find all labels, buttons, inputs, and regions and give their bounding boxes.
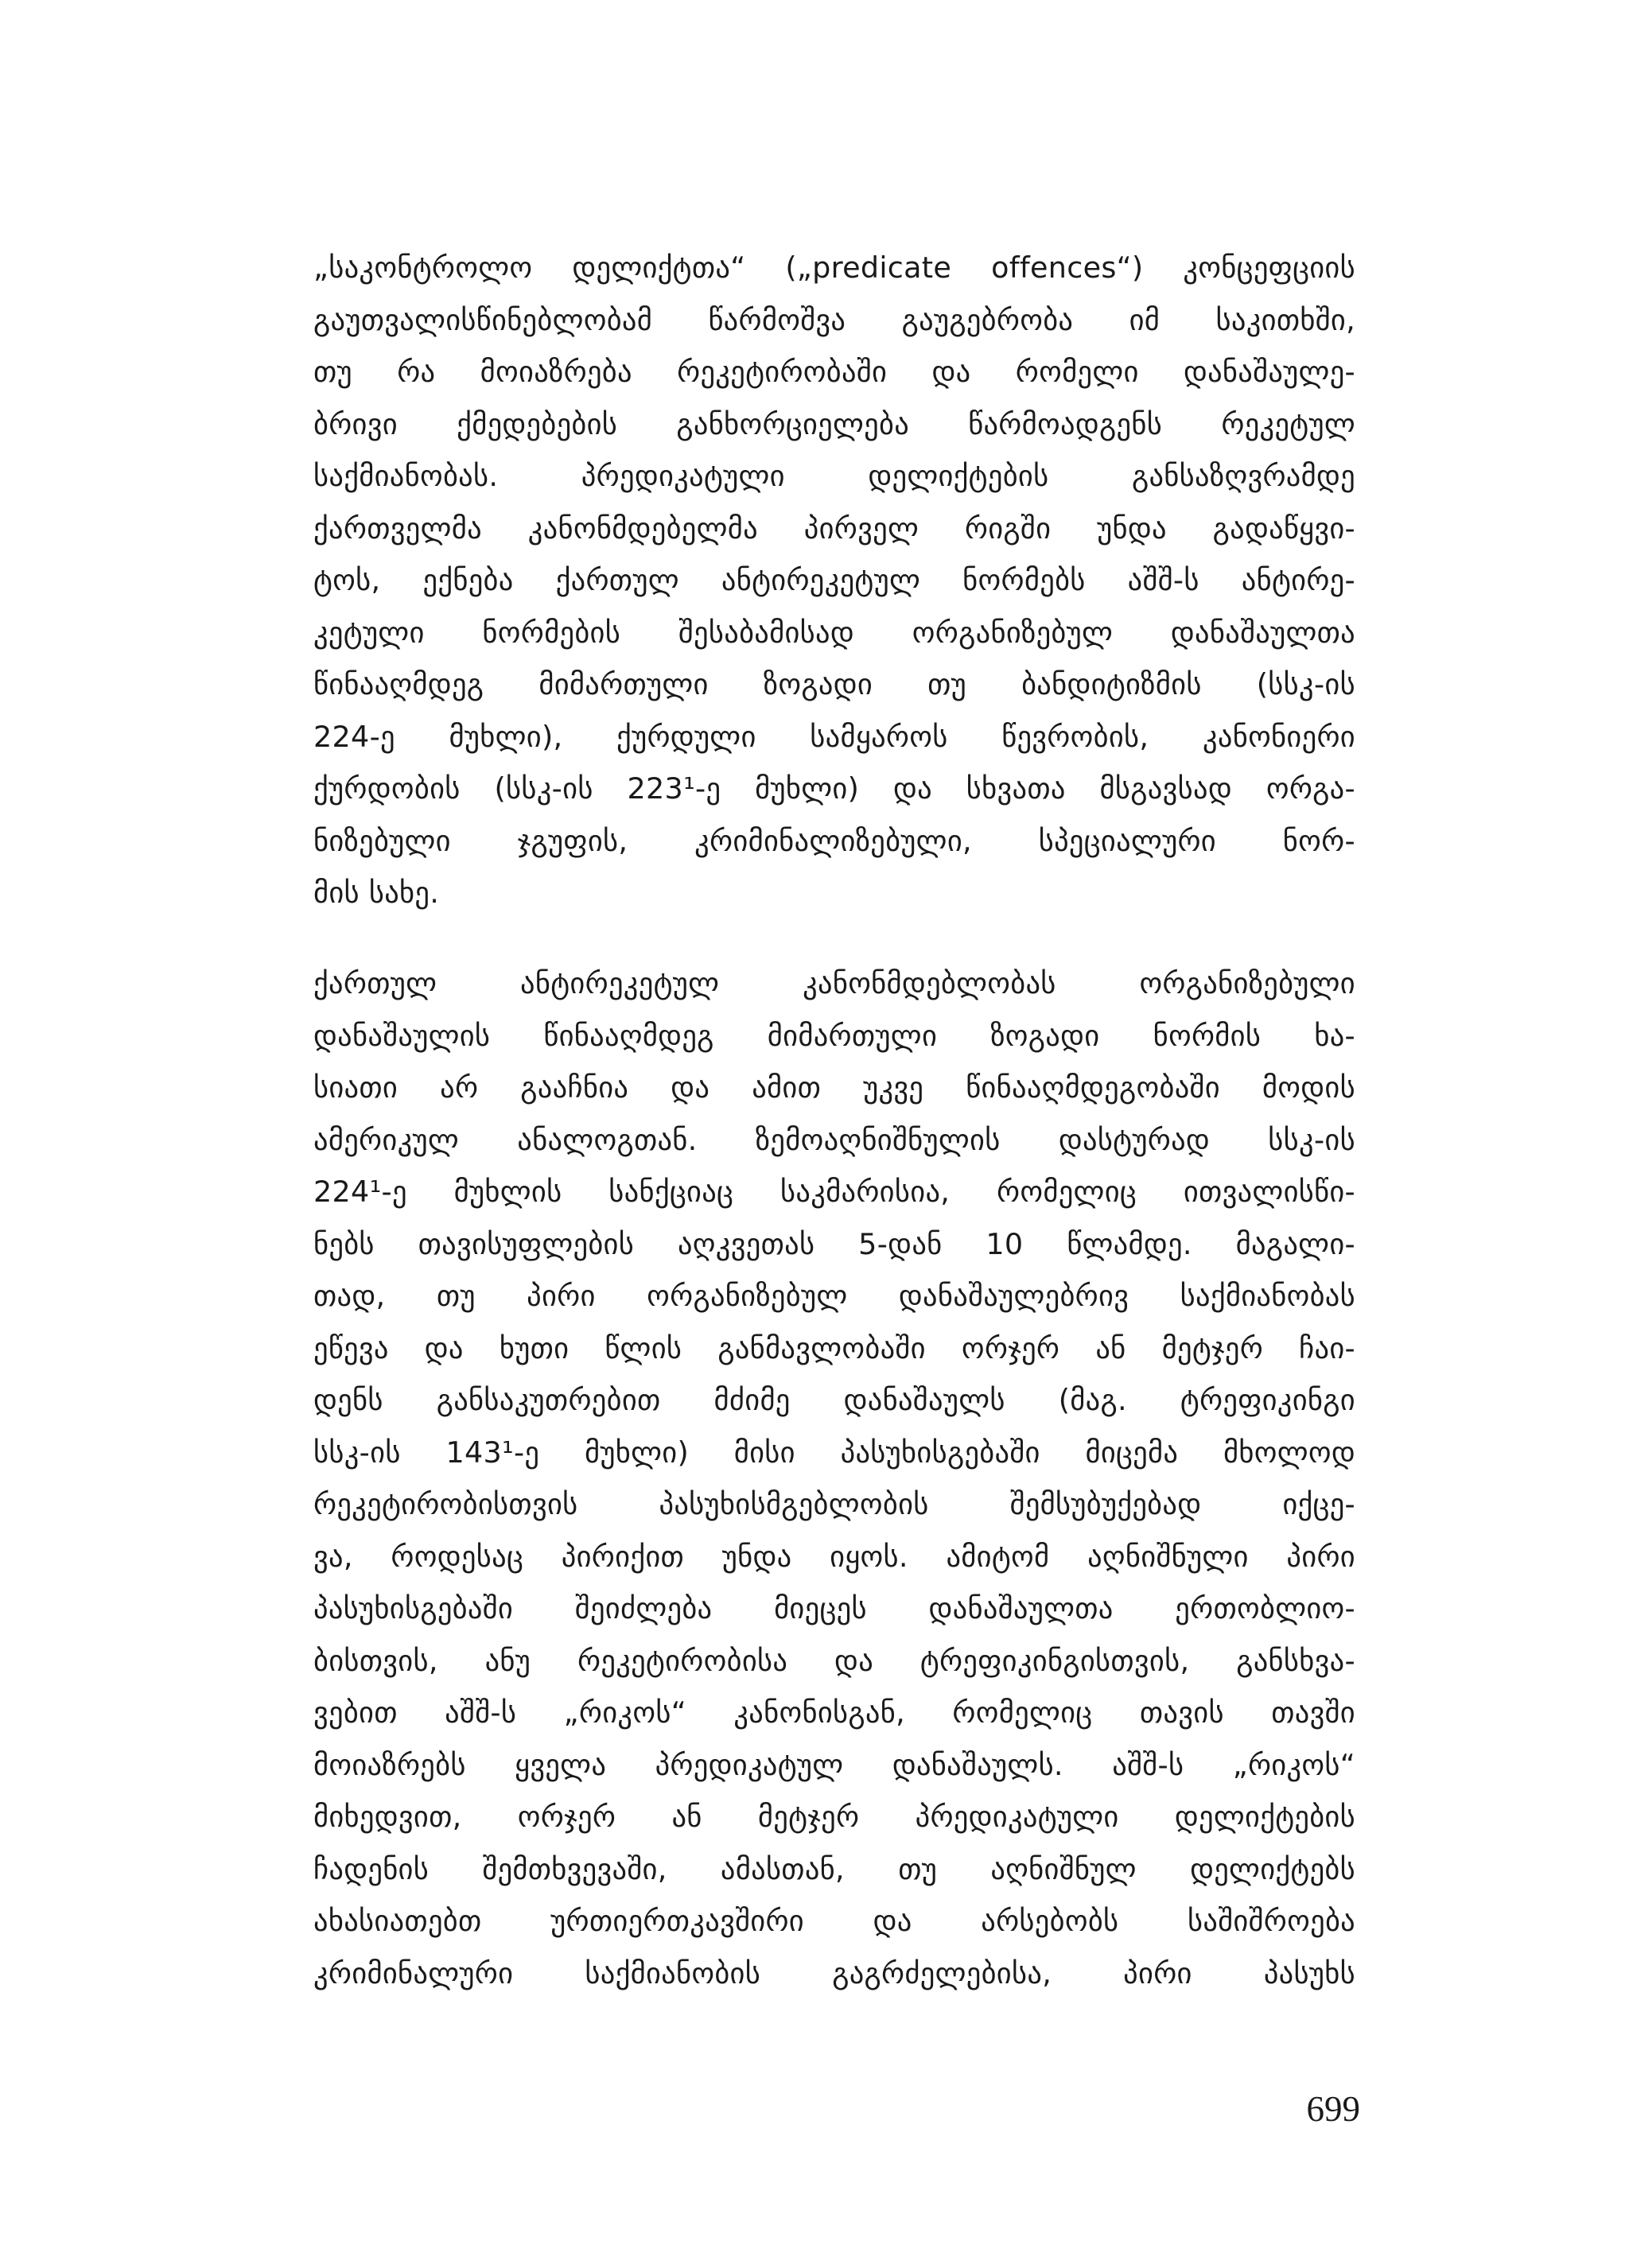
- text-line: მის სახე.: [313, 876, 440, 910]
- text-line: 224¹-ე მუხლის სანქციაც საკმარისია, რომელიც ითვალისწი-: [313, 1175, 1355, 1209]
- text-line: ნებს თავისუფლების აღკვეთას 5-დან 10 წლამდე. მაგალი-: [313, 1226, 1355, 1261]
- text-line: თუ რა მოიაზრება რეკეტირობაში და რომელი დანაშაულე-: [313, 355, 1355, 389]
- text-line: ნიზებული ჯგუფის, კრიმინალიზებული, სპეციალური ნორ-: [313, 823, 1355, 858]
- text-line: ტოს, ექნება ქართულ ანტირეკეტულ ნორმებს აშშ-ს ანტირე-: [313, 563, 1355, 597]
- text-line: მოიაზრებს ყველა პრედიკატულ დანაშაულს. აშშ-ს „რიკოს“: [313, 1747, 1355, 1782]
- text-line: დანაშაულის წინააღმდეგ მიმართული ზოგადი ნორმის ხა-: [313, 1018, 1355, 1053]
- text-line: მიხედვით, ორჯერ ან მეტჯერ პრედიკატული დელიქტების: [313, 1800, 1355, 1834]
- text-line: ჩადენის შემთხვევაში, ამასთან, თუ აღნიშნულ დელიქტებს: [313, 1851, 1355, 1886]
- text-line: კეტული ნორმების შესაბამისად ორგანიზებულ დანაშაულთა: [313, 615, 1355, 650]
- text-line: სსკ-ის 143¹-ე მუხლი) მისი პასუხისგებაში მიცემა მხოლოდ: [313, 1435, 1355, 1470]
- text-line: 224-ე მუხლი), ქურდული სამყაროს წევრობის, კანონიერი: [313, 719, 1355, 754]
- text-line: ქართულ ანტირეკეტულ კანონმდებლობას ორგანიზებული: [313, 966, 1355, 1000]
- text-line: დენს განსაკუთრებით მძიმე დანაშაულს (მაგ. ტრეფიკინგი: [313, 1383, 1355, 1417]
- text-line: ამერიკულ ანალოგთან. ზემოაღნიშნულის დასტურად სსკ-ის: [313, 1122, 1355, 1157]
- text-line: სიათი არ გააჩნია და ამით უკვე წინააღმდეგობაში მოდის: [313, 1070, 1355, 1105]
- text-line: თად, თუ პირი ორგანიზებულ დანაშაულებრივ საქმიანობას: [313, 1279, 1355, 1313]
- text-line: რეკეტირობისთვის პასუხისმგებლობის შემსუბუქებად იქცე-: [313, 1487, 1355, 1521]
- text-line: ვა, როდესაც პირიქით უნდა იყოს. ამიტომ აღნიშნული პირი: [313, 1539, 1355, 1574]
- paragraph-1: [313, 242, 1355, 919]
- page-number: 699: [1306, 2089, 1360, 2129]
- text-line: ბრივი ქმედებების განხორციელება წარმოადგენს რეკეტულ: [313, 406, 1355, 441]
- text-line: წინააღმდეგ მიმართული ზოგადი თუ ბანდიტიზმის (სსკ-ის: [313, 667, 1355, 701]
- text-line: ვებით აშშ-ს „რიკოს“ კანონისგან, რომელიც თავის თავში: [313, 1695, 1355, 1730]
- text-line: ეწევა და ხუთი წლის განმავლობაში ორჯერ ან მეტჯერ ჩაი-: [313, 1330, 1355, 1365]
- text-line: საქმიანობას. პრედიკატული დელიქტების განსაზღვრამდე: [313, 459, 1355, 493]
- text-line: „საკონტროლო დელიქტთა“ („predicate offences“) კონცეფციის: [313, 250, 1355, 285]
- text-line: ქართველმა კანონმდებელმა პირველ რიგში უნდა გადაწყვი-: [313, 511, 1355, 546]
- text-line: გაუთვალისწინებლობამ წარმოშვა გაუგებრობა იმ საკითხში,: [313, 302, 1355, 337]
- text-line: ახასიათებთ ურთიერთკავშირი და არსებობს საშიშროება: [313, 1904, 1355, 1938]
- text-line: პასუხისგებაში შეიძლება მიეცეს დანაშაულთა ერთობლიო-: [313, 1591, 1355, 1625]
- text-line: ბისთვის, ანუ რეკეტირობისა და ტრეფიკინგისთვის, განსხვა-: [313, 1643, 1355, 1678]
- paragraph-2: [313, 957, 1355, 1999]
- text-line: კრიმინალური საქმიანობის გაგრძელებისა, პირი პასუხს: [313, 1955, 1355, 1990]
- text-line: ქურდობის (სსკ-ის 223¹-ე მუხლი) და სხვათა მსგავსად ორგა-: [313, 771, 1355, 806]
